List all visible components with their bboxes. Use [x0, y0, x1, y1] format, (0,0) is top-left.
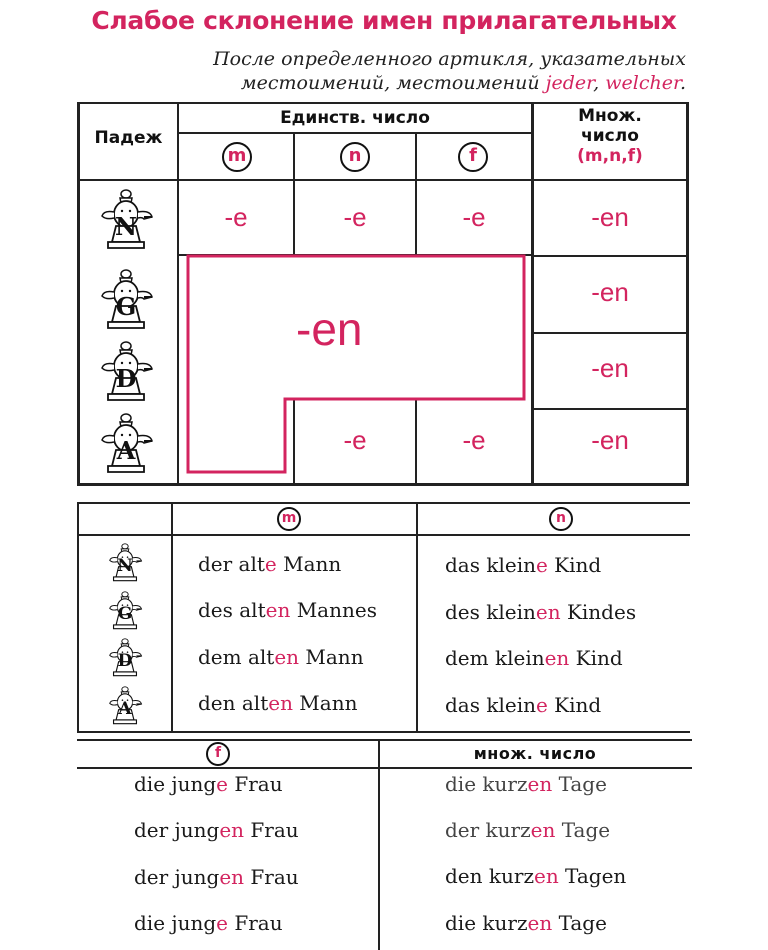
ending-plural-gen: -en [591, 277, 629, 307]
example-pl-acc: die kurzen Tage [445, 911, 607, 935]
example-pl-gen: der kurzen Tage [445, 818, 611, 842]
example-f-dat: der jungen Frau [134, 865, 299, 889]
example-n-gen: des kleinen Kindes [445, 600, 637, 624]
example-m-dat: dem alten Mann [198, 645, 364, 669]
page-title: Слабое склонение имен прилагательных [91, 6, 677, 35]
example-m-nom: der alte Mann [198, 552, 342, 576]
case-letter: A [116, 436, 136, 465]
ending-nom-m: -e [224, 202, 248, 232]
case-letter: G [115, 292, 137, 321]
header-plural-genders: (m,n,f) [577, 146, 643, 166]
gender-m-badge: m [222, 142, 252, 172]
header-plural-small: множ. число [473, 744, 597, 763]
example-pl-dat: den kurzen Tagen [445, 864, 627, 888]
subtitle-text: местоимений, местоимений [240, 72, 546, 94]
gender-f-badge: f [458, 142, 488, 172]
case-letter: D [117, 651, 133, 671]
subtitle-jeder: jeder [545, 72, 594, 94]
example-n-acc: das kleine Kind [445, 693, 602, 717]
case-letter: D [115, 364, 137, 393]
ending-plural-dat: -en [591, 353, 629, 383]
case-letter: G [117, 604, 133, 624]
ending-acc-f: -e [462, 425, 486, 455]
case-letter: N [117, 556, 133, 576]
example-m-acc: den alten Mann [198, 691, 358, 715]
gender-n-badge-small: n [549, 507, 573, 531]
example-pl-nom: die kurzen Tage [445, 772, 607, 796]
header-plural-line-2: число [581, 126, 639, 146]
ending-plural-nom: -en [591, 202, 629, 232]
ending-big-en: -en [296, 303, 363, 355]
case-letter: N [115, 212, 137, 241]
subtitle-line-1: После определенного артикля, указательных [213, 48, 686, 70]
example-f-gen: der jungen Frau [134, 818, 299, 842]
gender-m-badge-small: m [277, 507, 301, 531]
example-n-nom: das kleine Kind [445, 553, 602, 577]
subtitle-comma: , [593, 72, 606, 94]
subtitle-welcher: welcher [605, 72, 680, 94]
example-f-nom: die junge Frau [134, 772, 283, 796]
example-n-dat: dem kleinen Kind [445, 646, 623, 670]
ending-plural-acc: -en [591, 425, 629, 455]
header-plural-line-1: Множ. [578, 106, 642, 126]
gender-n-badge: n [340, 142, 370, 172]
example-f-acc: die junge Frau [134, 911, 283, 935]
header-case: Падеж [94, 128, 163, 148]
case-letter: A [118, 699, 132, 719]
example-m-gen: des alten Mannes [198, 598, 377, 622]
header-singular: Единств. число [280, 108, 430, 128]
ending-nom-n: -e [343, 202, 367, 232]
ending-nom-f: -e [462, 202, 486, 232]
subtitle-dot: . [679, 72, 686, 94]
gender-f-badge-small: f [206, 742, 230, 766]
ending-acc-n: -e [343, 425, 367, 455]
